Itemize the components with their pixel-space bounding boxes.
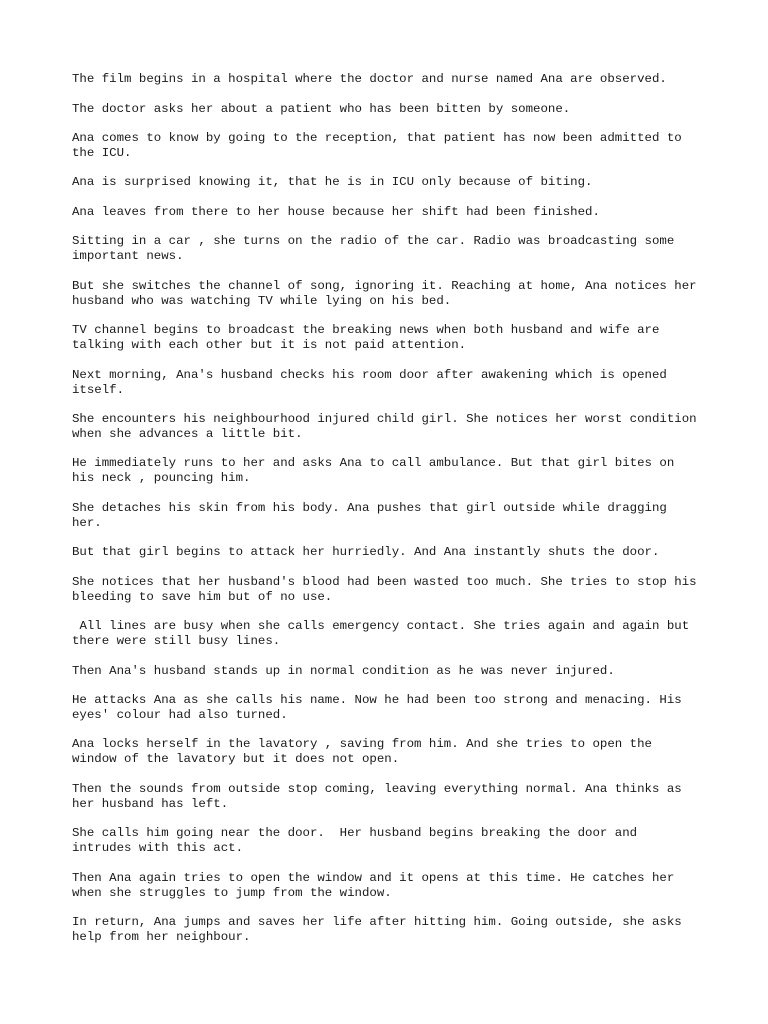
paragraph-6: Sitting in a car , she turns on the radio of the car. Radio was broadcasting some important news.: [72, 234, 682, 264]
paragraph-5: Ana leaves from there to her house because her shift had been finished.: [72, 204, 600, 219]
paragraph-16: Then Ana's husband stands up in normal condition as he was never injured.: [72, 663, 615, 678]
paragraph-1: The film begins in a hospital where the doctor and nurse named Ana are observed.: [72, 72, 667, 86]
paragraph-7: But she switches the channel of song, ignoring it. Reaching at home, Ana notices her husband who was watching TV while lying on his bed.: [72, 278, 705, 308]
paragraph-8: TV channel begins to broadcast the breaking news when both husband and wife are talking with each other but it is not paid attention.: [72, 323, 667, 353]
paragraph-9: Next morning, Ana's husband checks his room door after awakening which is opened itself.: [72, 367, 675, 397]
paragraph-15: All lines are busy when she calls emergency contact. She tries again and again but there were still busy lines.: [72, 619, 697, 649]
paragraph-18: Ana locks herself in the lavatory , saving from him. And she tries to open the window of the lavatory but it does not open.: [72, 737, 660, 767]
paragraph-22: In return, Ana jumps and saves her life after hitting him. Going outside, she asks help from her neighbour.: [72, 915, 690, 944]
paragraph-12: She detaches his skin from his body. Ana pushes that girl outside while dragging her.: [72, 500, 675, 530]
paragraph-2: The doctor asks her about a patient who has been bitten by someone.: [72, 101, 571, 116]
document-body: [72, 72, 705, 960]
paragraph-20: She calls him going near the door. Her husband begins breaking the door and intrudes with this act.: [72, 826, 645, 856]
paragraph-21: Then Ana again tries to open the window and it opens at this time. He catches her when she struggles to jump from the window.: [72, 870, 682, 900]
paragraph-17: He attacks Ana as she calls his name. Now he had been too strong and menacing. His eyes' colour had also turned.: [72, 693, 690, 722]
paragraph-14: She notices that her husband's blood had been wasted too much. She tries to stop his bleeding to save him but of no use.: [72, 574, 705, 604]
paragraph-19: Then the sounds from outside stop coming, leaving everything normal. Ana thinks as her husband has left.: [72, 781, 690, 811]
paragraph-11: He immediately runs to her and asks Ana to call ambulance. But that girl bites on his neck , pouncing him.: [72, 456, 682, 486]
paragraph-4: Ana is surprised knowing it, that he is in ICU only because of biting.: [72, 175, 593, 190]
paragraph-13: But that girl begins to attack her hurriedly. And Ana instantly shuts the door.: [72, 545, 660, 560]
paragraph-3: Ana comes to know by going to the reception, that patient has now been admitted to the ICU.: [72, 131, 690, 160]
paragraph-10: She encounters his neighbourhood injured child girl. She notices her worst condition when she advances a little bit.: [72, 412, 705, 441]
